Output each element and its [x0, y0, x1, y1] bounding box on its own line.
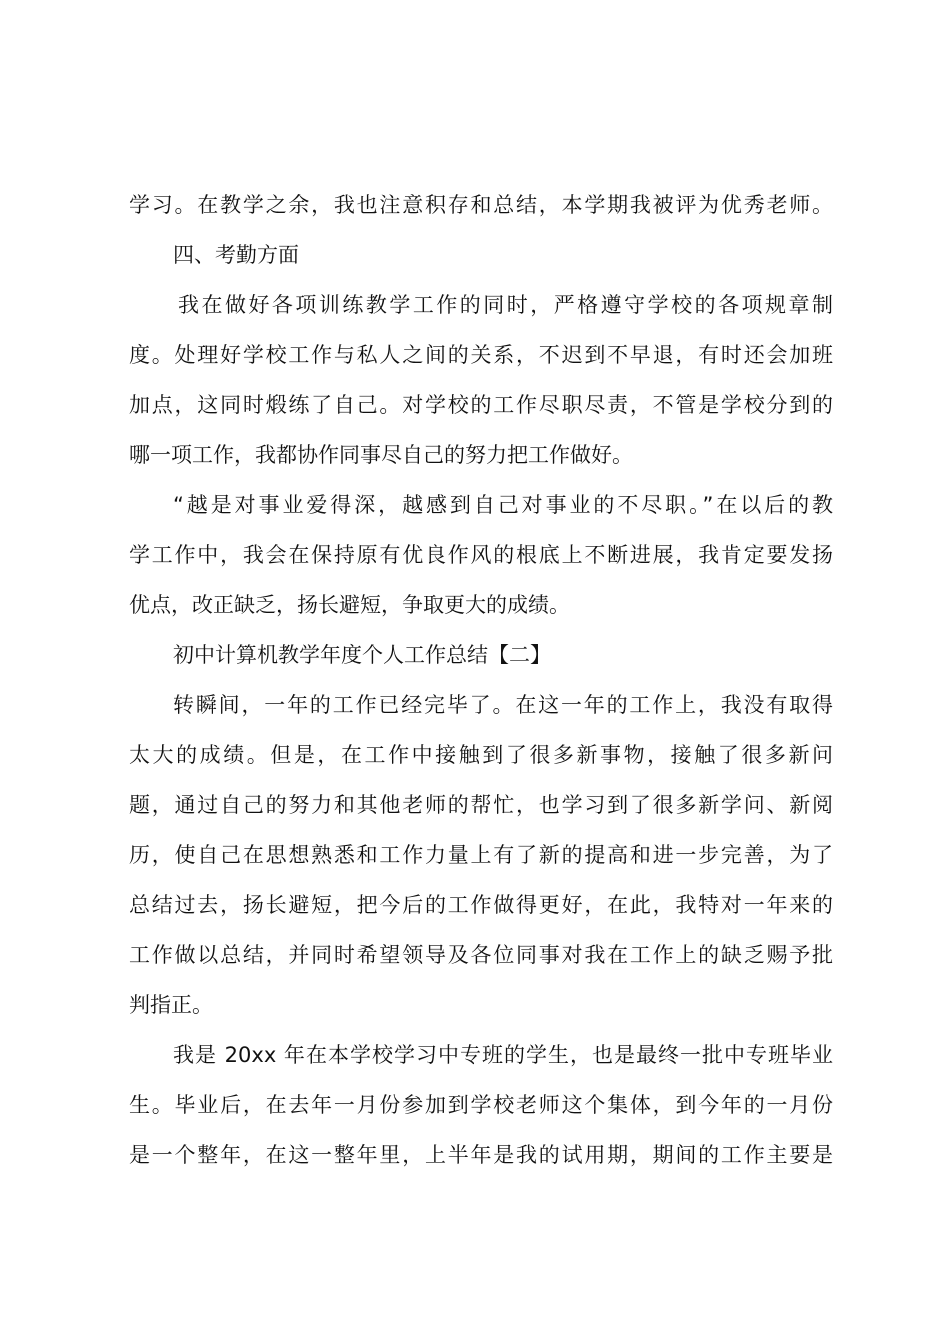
paragraph-line: 度。处理好学校工作与私人之间的关系，不迟到不早退，有时还会加班: [129, 343, 833, 367]
paragraph-line: 我是 20xx 年在本学校学习中专班的学生，也是最终一批中专班毕业: [173, 1043, 833, 1067]
paragraph-line: 优点，改正缺乏，扬长避短，争取更大的成绩。: [129, 593, 570, 617]
paragraph-line: 转瞬间，一年的工作已经完毕了。在这一年的工作上，我没有取得: [173, 693, 833, 717]
paragraph-line: 历，使自己在思想熟悉和工作力量上有了新的提高和进一步完善，为了: [129, 843, 833, 867]
paragraph-line: 学工作中，我会在保持原有优良作风的根底上不断进展，我肯定要发扬: [129, 543, 833, 567]
paragraph-line: 是一个整年，在这一整年里，上半年是我的试用期，期间的工作主要是: [129, 1143, 833, 1167]
paragraph-line: 工作做以总结，并同时希望领导及各位同事对我在工作上的缺乏赐予批: [129, 943, 833, 967]
paragraph-line: 题，通过自己的努力和其他老师的帮忙，也学习到了很多新学问、新阅: [129, 793, 833, 817]
section-heading-attendance: 四、考勤方面: [173, 243, 299, 267]
section-title-summary-2: 初中计算机教学年度个人工作总结【二】: [173, 643, 551, 667]
paragraph-line: 判指正。: [129, 993, 213, 1017]
paragraph-line: 哪一项工作，我都协作同事尽自己的努力把工作做好。: [129, 443, 633, 467]
paragraph-line: 生。毕业后，在去年一月份参加到学校老师这个集体，到今年的一月份: [129, 1093, 833, 1117]
paragraph-line: “越是对事业爱得深，越感到自己对事业的不尽职。”在以后的教: [173, 493, 833, 517]
paragraph-line: 学习。在教学之余，我也注意积存和总结，本学期我被评为优秀老师。: [129, 193, 833, 217]
paragraph-line: 我在做好各项训练教学工作的同时，严格遵守学校的各项规章制: [178, 293, 833, 317]
paragraph-line: 太大的成绩。但是，在工作中接触到了很多新事物，接触了很多新问: [129, 743, 833, 767]
paragraph-line: 加点，这同时煅练了自己。对学校的工作尽职尽责，不管是学校分到的: [129, 393, 833, 417]
paragraph-line: 总结过去，扬长避短，把今后的工作做得更好，在此，我特对一年来的: [129, 893, 833, 917]
